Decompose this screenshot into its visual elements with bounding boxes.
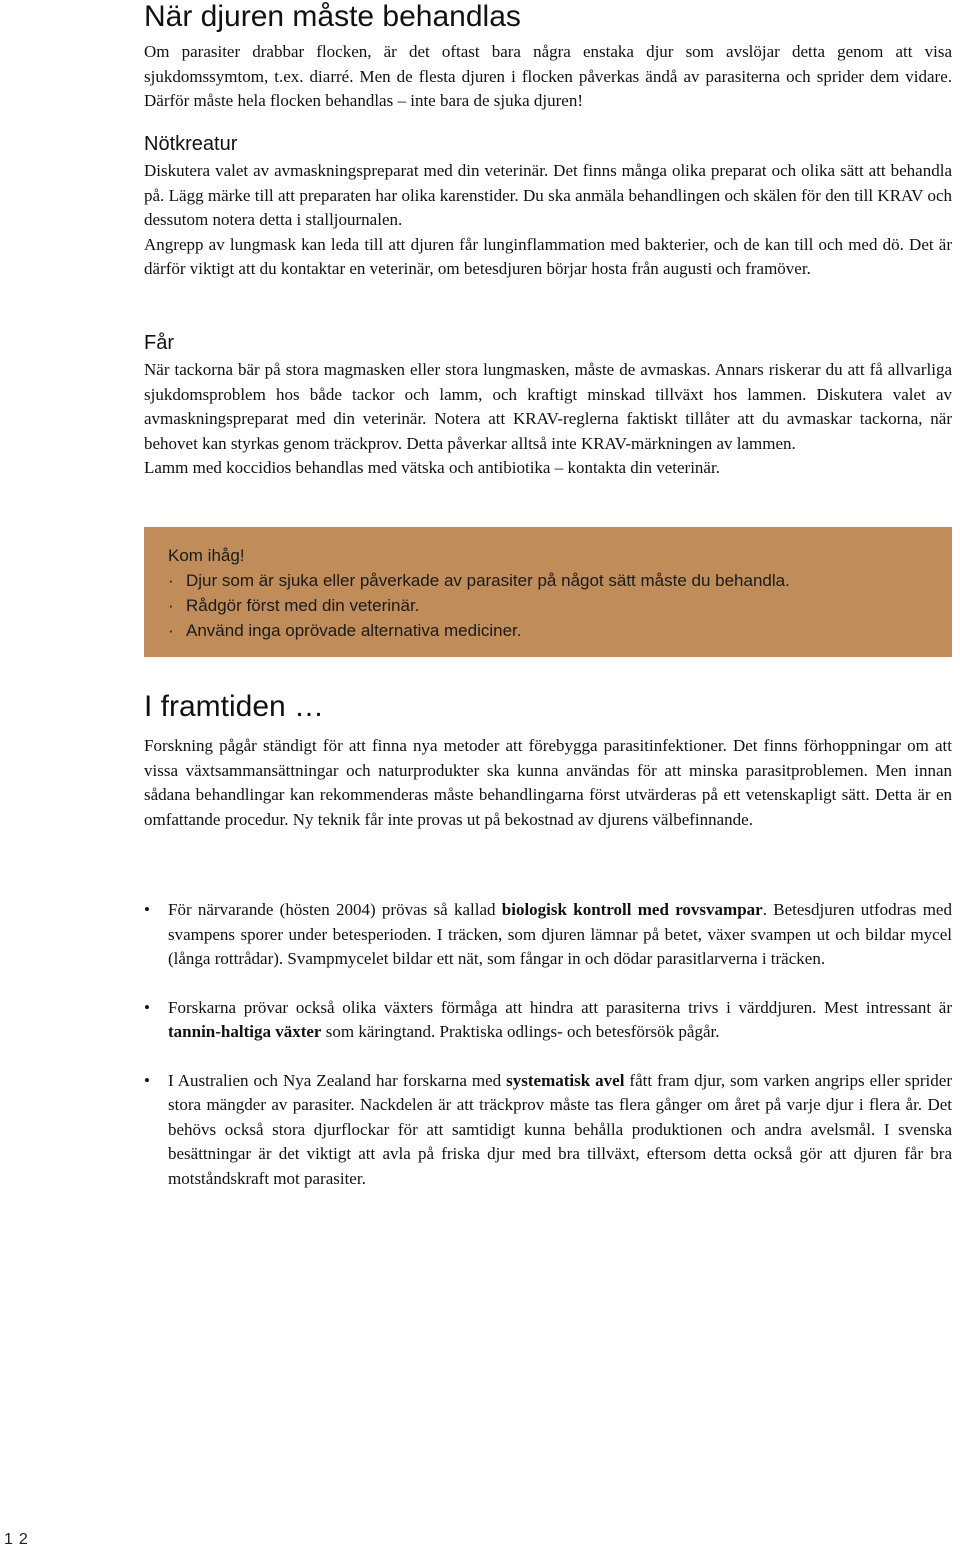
cattle-section xyxy=(144,131,952,282)
list-item xyxy=(144,1069,952,1192)
page-number: 12 xyxy=(4,1531,34,1548)
reminder-box xyxy=(144,527,952,657)
reminder-item-text: Djur som är sjuka eller påverkade av parasiter på något sätt måste du behandla. xyxy=(186,571,790,590)
reminder-item-text: Använd inga oprövade alternativa mediciner. xyxy=(186,621,522,640)
sheep-section xyxy=(144,330,952,481)
bullet-dot: · xyxy=(168,596,174,615)
sheep-paragraph-1: När tackorna bär på stora magmasken eller stora lungmasken, måste de avmaskas. Annars riskerar du att få allvarliga sjukdomsproblem hos både tackor och lamm, och kraftigt minskad tillväxt hos lammen. Diskutera valet av avmaskningspreparat med din veterinär. Notera att KRAV-reglerna faktiskt tillåter att du avmaskar tackorna, när behovet kan styrkas genom träckprov. Detta påverkar alltså inte KRAV-märkningen av lammen. xyxy=(144,360,952,453)
item-text: I Australien och Nya Zealand har forskarna med xyxy=(168,1070,507,1090)
section-title: När djuren måste behandlas xyxy=(144,0,521,33)
bullet-dot: · xyxy=(168,621,174,640)
cattle-heading: Nötkreatur xyxy=(144,133,238,155)
list-item xyxy=(144,898,952,972)
item-bold-text: tannin-haltiga växter xyxy=(168,1022,322,1041)
bullet-dot: · xyxy=(168,571,174,590)
bullet-dot: • xyxy=(144,1070,150,1090)
item-text: fått fram djur, som varken angrips eller sprider stora mängder av parasiter. Nackdelen är att träckprov måste tas flera gånger om året på varje djur i flera år. Det behövs också stora djurflockar för att samtidigt kunna behålla produktionen och andra avelsmål. I svenska besättningar är det viktigt att avla på friska djur med bra tillväxt, eftersom detta också gör att djuren får bra motståndskraft mot parasiter. xyxy=(168,1070,952,1188)
item-bold-text: biologisk kontroll med rovsvampar xyxy=(501,900,763,919)
reminder-item xyxy=(168,568,928,593)
section-future xyxy=(144,690,952,832)
cattle-paragraph-1: Diskutera valet av avmaskningspreparat med din veterinär. Det finns många olika preparat och olika sätt att behandla på. Lägg märke till att preparaten har olika karenstider. Du ska anmäla behandlingen och skälen för den till KRAV och dessutom notera detta i stalljournalen. xyxy=(144,161,952,229)
item-text: Forskarna prövar också olika växters förmåga att hindra att parasiterna trivs i värddjuren. Mest intressant är xyxy=(168,997,952,1017)
reminder-title: Kom ihåg! xyxy=(168,546,245,565)
sheep-heading: Får xyxy=(144,332,174,354)
future-title: I framtiden … xyxy=(144,690,325,723)
item-text: som käringtand. Praktiska odlings- och betesförsök pågår. xyxy=(321,1022,720,1041)
item-text: För närvarande (hösten 2004) prövas så kallad xyxy=(168,900,502,919)
item-bold-text: systematisk avel xyxy=(506,1070,625,1090)
section-treatment xyxy=(144,0,952,114)
sheep-paragraph-2: Lamm med koccidios behandlas med vätska och antibiotika – kontakta din veterinär. xyxy=(144,458,720,477)
cattle-paragraph-2: Angrepp av lungmask kan leda till att djuren får lunginflammation med bakterier, och de kan till och med dö. Det är därför viktigt att du kontaktar en veterinär, om betesdjuren börjar hosta från augusti och framöver. xyxy=(144,234,952,278)
bullet-dot: • xyxy=(144,997,150,1017)
future-bullet-list xyxy=(144,898,952,1191)
bullet-dot: • xyxy=(144,900,150,919)
item-text: . Betesdjuren utfodras med svampens sporer under betesperioden. I träcken, som djuren lämnar på betet, växer svampen ut och bildar mycel (långa rottrådar). Svampmycelet bildar ett nät, som fångar in och dödar parasitlarverna i träcken. xyxy=(168,900,952,968)
list-item xyxy=(144,996,952,1045)
reminder-item xyxy=(168,618,928,643)
intro-paragraph: Om parasiter drabbar flocken, är det oftast bara några enstaka djur som avslöjar detta genom att visa sjukdomssymtom, t.ex. diarré. Men de flesta djuren i flocken påverkas ändå av parasiterna och sprider dem vidare. Därför måste hela flocken behandlas – inte bara de sjuka djuren! xyxy=(144,42,952,110)
future-intro-paragraph: Forskning pågår ständigt för att finna nya metoder att förebygga parasitinfektioner. Det finns förhoppningar om att vissa växtsammansättningar och naturprodukter ska kunna användas för att minska parasitproblemen. Men innan sådana behandlingar kan rekommenderas måste behandlingarna först utvärderas på ett vetenskapligt sätt. Detta är en omfattande procedur. Ny teknik får inte provas ut på bekostnad av djurens välbefinnande. xyxy=(144,736,952,829)
reminder-list xyxy=(168,568,928,643)
reminder-item xyxy=(168,593,928,618)
reminder-item-text: Rådgör först med din veterinär. xyxy=(186,596,420,615)
